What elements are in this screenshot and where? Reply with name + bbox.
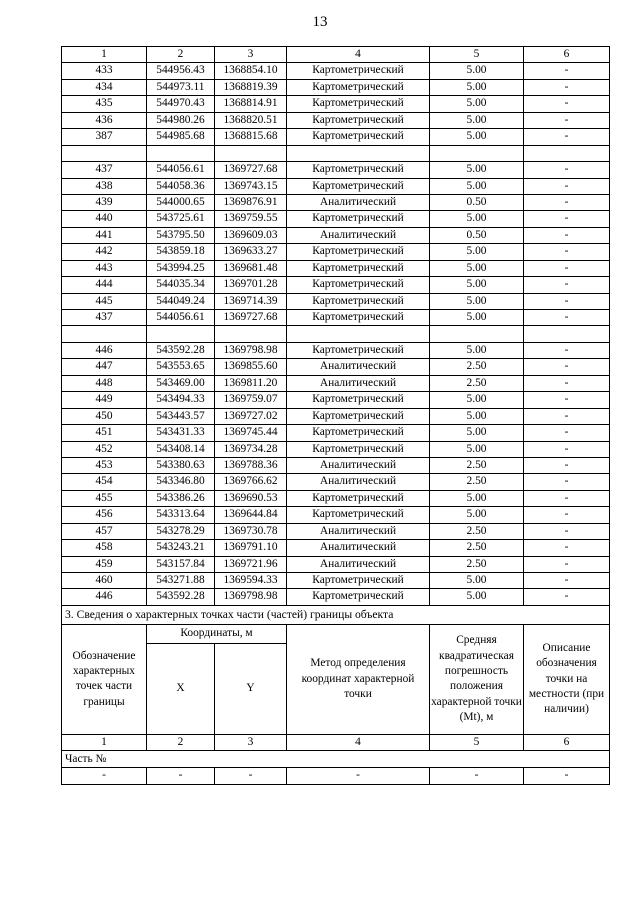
table-cell: 5.00 bbox=[430, 507, 524, 523]
table-cell: 438 bbox=[62, 178, 147, 194]
table-cell: Картометрический bbox=[287, 589, 430, 605]
table-cell: 5.00 bbox=[430, 392, 524, 408]
table-row bbox=[62, 112, 610, 128]
table-cell: 387 bbox=[62, 129, 147, 145]
table-row bbox=[62, 96, 610, 112]
column-number: 2 bbox=[147, 734, 215, 750]
coordinates-table-body bbox=[62, 47, 610, 785]
table-cell: 5.00 bbox=[430, 408, 524, 424]
table-cell: - bbox=[524, 244, 610, 260]
table-row bbox=[62, 474, 610, 490]
part-row bbox=[62, 751, 610, 768]
table-cell: 543795.50 bbox=[147, 227, 215, 243]
table-cell: 2.50 bbox=[430, 523, 524, 539]
table-cell: 437 bbox=[62, 162, 147, 178]
table-row bbox=[62, 342, 610, 358]
table-cell: 1369798.98 bbox=[215, 342, 287, 358]
table-row bbox=[62, 310, 610, 326]
table-cell: 448 bbox=[62, 375, 147, 391]
table-cell: - bbox=[524, 129, 610, 145]
table-cell: - bbox=[524, 408, 610, 424]
table-cell: 458 bbox=[62, 540, 147, 556]
table-cell: - bbox=[524, 310, 610, 326]
table-cell: - bbox=[524, 573, 610, 589]
header-x: X bbox=[147, 643, 215, 734]
column-number: 2 bbox=[147, 47, 215, 63]
table-cell: 543553.65 bbox=[147, 359, 215, 375]
table-cell: 444 bbox=[62, 277, 147, 293]
table-cell: 5.00 bbox=[430, 310, 524, 326]
table-cell: 454 bbox=[62, 474, 147, 490]
table-cell: 434 bbox=[62, 79, 147, 95]
table-cell: 1368815.68 bbox=[215, 129, 287, 145]
table-cell: 544056.61 bbox=[147, 162, 215, 178]
table-cell: Картометрический bbox=[287, 112, 430, 128]
table-cell: 5.00 bbox=[430, 63, 524, 79]
table-cell: 443 bbox=[62, 260, 147, 276]
table-cell: Картометрический bbox=[287, 392, 430, 408]
table-cell: 544000.65 bbox=[147, 194, 215, 210]
table-row bbox=[62, 392, 610, 408]
table-cell bbox=[430, 145, 524, 161]
table-cell: 1369594.33 bbox=[215, 573, 287, 589]
table-cell: 1369727.68 bbox=[215, 310, 287, 326]
table-cell: 1369730.78 bbox=[215, 523, 287, 539]
column-number: 6 bbox=[524, 734, 610, 750]
table-cell: Картометрический bbox=[287, 162, 430, 178]
table-cell: Аналитический bbox=[287, 359, 430, 375]
table-cell: - bbox=[524, 589, 610, 605]
table-row bbox=[62, 277, 610, 293]
table-cell: 5.00 bbox=[430, 293, 524, 309]
table-cell: - bbox=[524, 79, 610, 95]
table-cell bbox=[287, 326, 430, 342]
table-cell: 456 bbox=[62, 507, 147, 523]
table-cell bbox=[215, 326, 287, 342]
table-cell: - bbox=[524, 441, 610, 457]
table-cell: 2.50 bbox=[430, 540, 524, 556]
column-number: 1 bbox=[62, 734, 147, 750]
table-cell: - bbox=[524, 457, 610, 473]
header-row bbox=[62, 624, 610, 643]
table-row bbox=[62, 211, 610, 227]
table-cell bbox=[524, 145, 610, 161]
table-cell: 543271.88 bbox=[147, 573, 215, 589]
table-row bbox=[62, 375, 610, 391]
table-cell: 1369743.15 bbox=[215, 178, 287, 194]
blank-separator-row bbox=[62, 326, 610, 342]
table-cell: 440 bbox=[62, 211, 147, 227]
table-cell: 5.00 bbox=[430, 342, 524, 358]
table-cell: 435 bbox=[62, 96, 147, 112]
table-cell: - bbox=[524, 556, 610, 572]
table-cell: - bbox=[524, 277, 610, 293]
table-cell bbox=[147, 326, 215, 342]
table-cell: 544980.26 bbox=[147, 112, 215, 128]
table-cell: - bbox=[524, 227, 610, 243]
table-cell: - bbox=[524, 474, 610, 490]
table-cell: 451 bbox=[62, 425, 147, 441]
table-cell: - bbox=[287, 768, 430, 784]
table-cell: Картометрический bbox=[287, 310, 430, 326]
table-cell: 544970.43 bbox=[147, 96, 215, 112]
table-cell: 543592.28 bbox=[147, 342, 215, 358]
table-cell bbox=[62, 326, 147, 342]
table-cell: Картометрический bbox=[287, 178, 430, 194]
coordinates-table bbox=[61, 46, 610, 785]
table-cell: 1368819.39 bbox=[215, 79, 287, 95]
table-cell: 1369798.98 bbox=[215, 589, 287, 605]
table-cell: - bbox=[430, 768, 524, 784]
table-row bbox=[62, 408, 610, 424]
section-title-row bbox=[62, 605, 610, 624]
table-cell: - bbox=[524, 194, 610, 210]
table-row bbox=[62, 441, 610, 457]
table-cell: - bbox=[524, 392, 610, 408]
table-cell: 544985.68 bbox=[147, 129, 215, 145]
table-cell: 1369727.68 bbox=[215, 162, 287, 178]
table-row bbox=[62, 359, 610, 375]
table-cell: 1369690.53 bbox=[215, 490, 287, 506]
table-cell: 5.00 bbox=[430, 573, 524, 589]
table-cell: 457 bbox=[62, 523, 147, 539]
table-cell: 543380.63 bbox=[147, 457, 215, 473]
table-cell: 543386.26 bbox=[147, 490, 215, 506]
table-cell: 1369876.91 bbox=[215, 194, 287, 210]
table-cell: - bbox=[147, 768, 215, 784]
table-cell: 543994.25 bbox=[147, 260, 215, 276]
header-y: Y bbox=[215, 643, 287, 734]
table-cell: 1369714.39 bbox=[215, 293, 287, 309]
table-cell: 0.50 bbox=[430, 227, 524, 243]
table-cell: 2.50 bbox=[430, 457, 524, 473]
table-cell: 1369609.03 bbox=[215, 227, 287, 243]
table-cell: 5.00 bbox=[430, 112, 524, 128]
table-cell: 446 bbox=[62, 342, 147, 358]
table-cell: Аналитический bbox=[287, 227, 430, 243]
table-cell: 446 bbox=[62, 589, 147, 605]
table-cell: 2.50 bbox=[430, 474, 524, 490]
table-cell: - bbox=[524, 63, 610, 79]
table-cell bbox=[524, 326, 610, 342]
header-designation: Обозначение характерных точек части границы bbox=[62, 624, 147, 734]
blank-separator-row bbox=[62, 145, 610, 161]
table-cell: Картометрический bbox=[287, 408, 430, 424]
table-cell: 449 bbox=[62, 392, 147, 408]
table-row bbox=[62, 260, 610, 276]
table-cell: Картометрический bbox=[287, 573, 430, 589]
table-row bbox=[62, 523, 610, 539]
table-cell: - bbox=[62, 768, 147, 784]
table-row bbox=[62, 589, 610, 605]
table-cell: 5.00 bbox=[430, 589, 524, 605]
table-cell: 1369759.07 bbox=[215, 392, 287, 408]
table-cell: - bbox=[524, 523, 610, 539]
table-cell: 544058.36 bbox=[147, 178, 215, 194]
table-cell: Аналитический bbox=[287, 194, 430, 210]
table-cell: - bbox=[524, 96, 610, 112]
table-row bbox=[62, 490, 610, 506]
table-cell: - bbox=[524, 260, 610, 276]
table-cell: 1368854.10 bbox=[215, 63, 287, 79]
header-coordinates: Координаты, м bbox=[147, 624, 287, 643]
column-number-row bbox=[62, 734, 610, 750]
table-cell bbox=[147, 145, 215, 161]
table-cell: Картометрический bbox=[287, 425, 430, 441]
table-cell: - bbox=[524, 490, 610, 506]
table-row bbox=[62, 244, 610, 260]
table-cell bbox=[62, 145, 147, 161]
column-number-row bbox=[62, 47, 610, 63]
table-cell: - bbox=[524, 293, 610, 309]
column-number: 4 bbox=[287, 47, 430, 63]
table-row bbox=[62, 540, 610, 556]
table-cell bbox=[430, 326, 524, 342]
table-cell: - bbox=[215, 768, 287, 784]
table-cell: 543346.80 bbox=[147, 474, 215, 490]
column-number: 5 bbox=[430, 47, 524, 63]
part-label: Часть № bbox=[62, 751, 610, 768]
table-cell: 2.50 bbox=[430, 556, 524, 572]
table-cell: 5.00 bbox=[430, 441, 524, 457]
table-cell: 543157.84 bbox=[147, 556, 215, 572]
table-cell: 1368820.51 bbox=[215, 112, 287, 128]
table-row bbox=[62, 768, 610, 784]
table-cell: 433 bbox=[62, 63, 147, 79]
table-cell: 5.00 bbox=[430, 178, 524, 194]
table-cell: Картометрический bbox=[287, 211, 430, 227]
table-cell: 455 bbox=[62, 490, 147, 506]
table-row bbox=[62, 507, 610, 523]
table-row bbox=[62, 293, 610, 309]
table-cell: 1369721.96 bbox=[215, 556, 287, 572]
table-cell: 437 bbox=[62, 310, 147, 326]
table-cell: Аналитический bbox=[287, 474, 430, 490]
table-cell: 5.00 bbox=[430, 260, 524, 276]
table-cell: - bbox=[524, 359, 610, 375]
table-cell: Картометрический bbox=[287, 63, 430, 79]
header-description: Описание обозначения точки на местности (при наличии) bbox=[524, 624, 610, 734]
table-cell: 1369811.20 bbox=[215, 375, 287, 391]
table-cell: 543443.57 bbox=[147, 408, 215, 424]
table-cell: Картометрический bbox=[287, 96, 430, 112]
table-cell: 452 bbox=[62, 441, 147, 457]
table-cell: 543313.64 bbox=[147, 507, 215, 523]
table-cell: 5.00 bbox=[430, 490, 524, 506]
table-cell: 543243.21 bbox=[147, 540, 215, 556]
table-cell: 439 bbox=[62, 194, 147, 210]
table-cell: Картометрический bbox=[287, 293, 430, 309]
table-cell: 1369759.55 bbox=[215, 211, 287, 227]
table-cell: 5.00 bbox=[430, 162, 524, 178]
table-cell: 5.00 bbox=[430, 425, 524, 441]
table-cell: 1369727.02 bbox=[215, 408, 287, 424]
table-row bbox=[62, 129, 610, 145]
table-cell: 1369855.60 bbox=[215, 359, 287, 375]
table-cell: 1369681.48 bbox=[215, 260, 287, 276]
table-cell: 543592.28 bbox=[147, 589, 215, 605]
table-cell: 5.00 bbox=[430, 277, 524, 293]
table-cell: 544049.24 bbox=[147, 293, 215, 309]
column-number: 1 bbox=[62, 47, 147, 63]
table-cell: 543725.61 bbox=[147, 211, 215, 227]
table-cell: 1369633.27 bbox=[215, 244, 287, 260]
table-cell: 1369788.36 bbox=[215, 457, 287, 473]
table-cell: 544035.34 bbox=[147, 277, 215, 293]
table-cell: Аналитический bbox=[287, 457, 430, 473]
table-cell: Картометрический bbox=[287, 490, 430, 506]
table-row bbox=[62, 79, 610, 95]
column-number: 5 bbox=[430, 734, 524, 750]
table-row bbox=[62, 227, 610, 243]
table-cell: 1369734.28 bbox=[215, 441, 287, 457]
table-cell: Картометрический bbox=[287, 507, 430, 523]
table-cell: - bbox=[524, 540, 610, 556]
table-cell: 453 bbox=[62, 457, 147, 473]
table-cell: - bbox=[524, 112, 610, 128]
table-cell: - bbox=[524, 507, 610, 523]
page-number: 13 bbox=[312, 14, 328, 30]
table-cell: 5.00 bbox=[430, 129, 524, 145]
table-cell: 1369644.84 bbox=[215, 507, 287, 523]
table-cell: - bbox=[524, 211, 610, 227]
section-title: 3. Сведения о характерных точках части (частей) границы объекта bbox=[62, 605, 610, 624]
table-row bbox=[62, 457, 610, 473]
table-cell: 441 bbox=[62, 227, 147, 243]
header-accuracy: Средняя квадратическая погрешность положения характерной точки (Mt), м bbox=[430, 624, 524, 734]
table-cell: 5.00 bbox=[430, 96, 524, 112]
table-cell: 1369701.28 bbox=[215, 277, 287, 293]
table-cell: - bbox=[524, 178, 610, 194]
table-cell: 0.50 bbox=[430, 194, 524, 210]
table-cell: Аналитический bbox=[287, 540, 430, 556]
table-row bbox=[62, 162, 610, 178]
table-cell: 442 bbox=[62, 244, 147, 260]
table-cell: Картометрический bbox=[287, 441, 430, 457]
column-number: 3 bbox=[215, 47, 287, 63]
table-cell: 1369745.44 bbox=[215, 425, 287, 441]
table-cell: 5.00 bbox=[430, 244, 524, 260]
table-cell: 447 bbox=[62, 359, 147, 375]
table-row bbox=[62, 425, 610, 441]
table-cell: 2.50 bbox=[430, 359, 524, 375]
table-row bbox=[62, 178, 610, 194]
table-cell: 543859.18 bbox=[147, 244, 215, 260]
column-number: 4 bbox=[287, 734, 430, 750]
table-cell bbox=[287, 145, 430, 161]
table-cell: 543408.14 bbox=[147, 441, 215, 457]
table-cell: 5.00 bbox=[430, 79, 524, 95]
table-cell: Картометрический bbox=[287, 244, 430, 260]
table-row bbox=[62, 63, 610, 79]
table-cell: - bbox=[524, 375, 610, 391]
table-cell: 544973.11 bbox=[147, 79, 215, 95]
table-cell: Картометрический bbox=[287, 277, 430, 293]
table-cell: 543278.29 bbox=[147, 523, 215, 539]
table-cell: Картометрический bbox=[287, 260, 430, 276]
table-row bbox=[62, 573, 610, 589]
table-cell: 450 bbox=[62, 408, 147, 424]
table-cell: Картометрический bbox=[287, 342, 430, 358]
table-cell: - bbox=[524, 425, 610, 441]
table-cell: Картометрический bbox=[287, 79, 430, 95]
column-number: 6 bbox=[524, 47, 610, 63]
table-cell: 445 bbox=[62, 293, 147, 309]
table-cell: 543469.00 bbox=[147, 375, 215, 391]
table-cell: Аналитический bbox=[287, 523, 430, 539]
table-cell: 459 bbox=[62, 556, 147, 572]
table-cell: - bbox=[524, 342, 610, 358]
table-cell: - bbox=[524, 768, 610, 784]
table-cell: Аналитический bbox=[287, 556, 430, 572]
table-cell bbox=[215, 145, 287, 161]
table-cell: Картометрический bbox=[287, 129, 430, 145]
table-row bbox=[62, 556, 610, 572]
table-cell: 543431.33 bbox=[147, 425, 215, 441]
table-cell: 5.00 bbox=[430, 211, 524, 227]
table-cell: 543494.33 bbox=[147, 392, 215, 408]
table-cell: - bbox=[524, 162, 610, 178]
table-cell: 2.50 bbox=[430, 375, 524, 391]
header-method: Метод определения координат характерной точки bbox=[287, 624, 430, 734]
table-cell: 544056.61 bbox=[147, 310, 215, 326]
column-number: 3 bbox=[215, 734, 287, 750]
table-cell: Аналитический bbox=[287, 375, 430, 391]
table-cell: 1369791.10 bbox=[215, 540, 287, 556]
table-cell: 1369766.62 bbox=[215, 474, 287, 490]
table-cell: 436 bbox=[62, 112, 147, 128]
table-cell: 544956.43 bbox=[147, 63, 215, 79]
table-cell: 1368814.91 bbox=[215, 96, 287, 112]
table-cell: 460 bbox=[62, 573, 147, 589]
table-row bbox=[62, 194, 610, 210]
